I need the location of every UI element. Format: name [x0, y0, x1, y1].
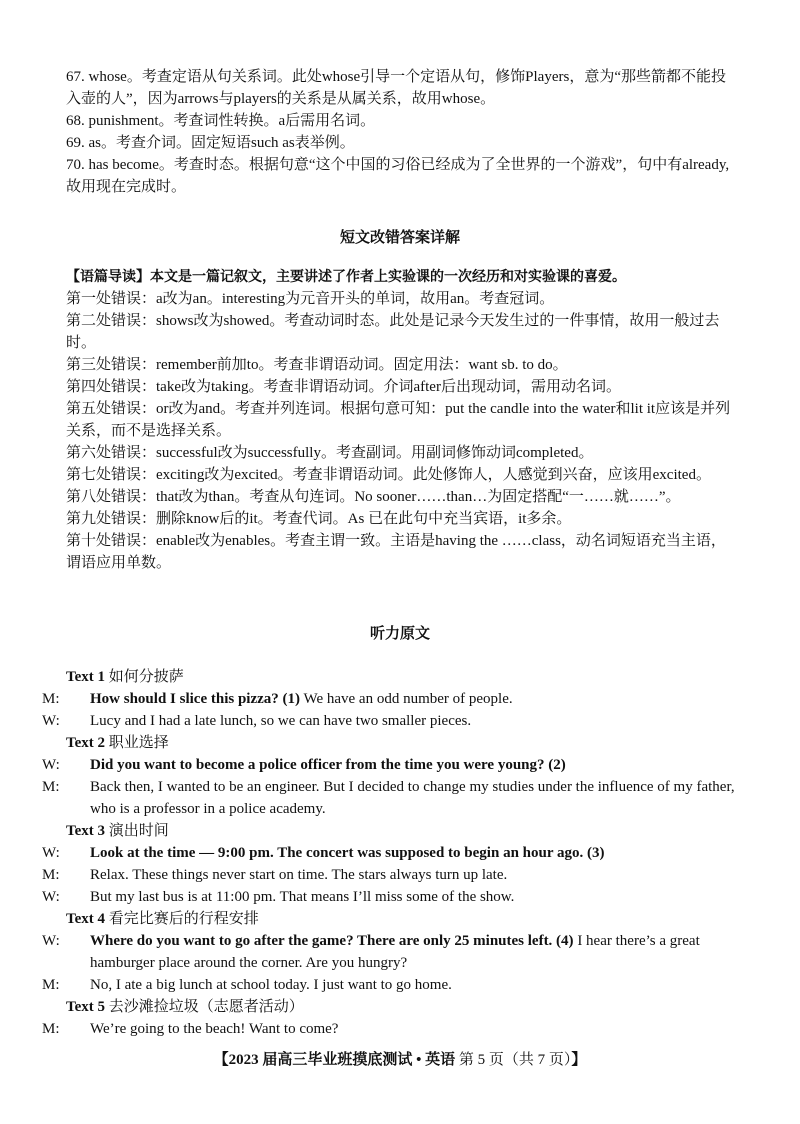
text2-heading	[66, 732, 738, 754]
dialogue-line	[42, 710, 738, 732]
correction-item: 第九处错误：删除know后的it。考查代词。As 已在此句中充当宾语，it多余。	[66, 511, 572, 527]
line-text: Lucy and I had a late lunch, so we can have two smaller pieces.	[90, 713, 472, 729]
dialogue-line	[42, 1018, 738, 1040]
correction-item: 第四处错误：take改为taking。考查非谓语动词。介词after后出现动词，需用动名词。	[66, 379, 621, 395]
text-topic: 如何分披萨	[108, 669, 184, 685]
answer-68: 68. punishment。考查词性转换。a后需用名词。	[66, 113, 376, 129]
correction-title: 短文改错答案详解	[339, 228, 460, 246]
text-label: Text 5	[66, 999, 106, 1015]
dialogue-line	[42, 688, 738, 710]
speaker: M:	[42, 691, 60, 707]
text-topic: 看完比赛后的行程安排	[108, 911, 259, 927]
answer-70: 70. has become。考查时态。根据句意“这个中国的习俗已经成为了全世界的一个游戏”，句中有already, 故用现在完成时。	[66, 157, 730, 195]
text-topic: 去沙滩捡垃圾（志愿者活动）	[108, 999, 304, 1015]
line-text: We’re going to the beach! Want to come?	[90, 1021, 339, 1037]
listening-title: 听力原文	[369, 624, 430, 642]
text-label: Text 3	[66, 823, 106, 839]
speaker: M:	[42, 779, 60, 795]
dialogue-line	[42, 930, 738, 974]
page-footer	[0, 1049, 800, 1071]
speaker: M:	[42, 977, 60, 993]
question-text: Look at the time — 9:00 pm. The concert was supposed to begin an hour ago. (3)	[90, 845, 605, 861]
footer-close-bracket: 】	[571, 1052, 587, 1068]
text-label: Text 2	[66, 735, 106, 751]
dialogue-line	[42, 842, 738, 864]
correction-item: 第五处错误：or改为and。考查并列连词。根据句意可知：put the candle into the water和lit it应该是并列关系，而不是选择关系。	[66, 401, 731, 439]
line-text: No, I ate a big lunch at school today. I just want to go home.	[90, 977, 452, 993]
listening-transcript	[42, 666, 738, 1040]
speaker: W:	[42, 845, 60, 861]
footer-page-number: 第 5 页（共 7 页）	[458, 1052, 572, 1068]
line-text: We have an odd number of people.	[300, 691, 513, 707]
correction-item: 第六处错误：successful改为successfully。考查副词。用副词修饰动词completed。	[66, 445, 594, 461]
correction-item: 第七处错误：exciting改为excited。考查非谓语动词。此处修饰人，人感觉到兴奋，应该用excited。	[66, 467, 711, 483]
correction-item: 第八处错误：that改为than。考查从句连词。No sooner……than…为固定搭配“一……就……”。	[66, 489, 681, 505]
line-text: But my last bus is at 11:00 pm. That means I’ll miss some of the show.	[90, 889, 515, 905]
dialogue-line	[42, 886, 738, 908]
text-label: Text 1	[66, 669, 106, 685]
dialogue-line	[42, 776, 738, 820]
answer-67: 67. whose。考查定语从句关系词。此处whose引导一个定语从句，修饰Players，意为“那些箭都不能投入壶的人”，因为arrows与players的关系是从属关系，故用whose。	[66, 69, 726, 107]
correction-item: 第三处错误：remember前加to。考查非谓语动词。固定用法：want sb. to do。	[66, 357, 568, 373]
speaker: W:	[42, 713, 60, 729]
speaker: W:	[42, 889, 60, 905]
footer-exam-title: 【2023 届高三毕业班摸底测试 • 英语	[213, 1052, 456, 1068]
text4-heading	[66, 908, 738, 930]
speaker: W:	[42, 933, 60, 949]
line-text: I hear there’s a great hamburger place around the corner. Are you hungry?	[90, 933, 700, 971]
dialogue-line	[42, 864, 738, 886]
text-topic: 职业选择	[108, 735, 169, 751]
speaker: M:	[42, 1021, 60, 1037]
correction-section	[66, 266, 738, 574]
question-text: Did you want to become a police officer from the time you were young? (2)	[90, 757, 566, 773]
correction-item: 第二处错误：shows改为showed。考查动词时态。此处是记录今天发生过的一件事情，故用一般过去时。	[66, 313, 720, 351]
text1-heading	[66, 666, 738, 688]
speaker: W:	[42, 757, 60, 773]
correction-item: 第一处错误：a改为an。interesting为元音开头的单词，故用an。考查冠词。	[66, 291, 555, 307]
question-text: How should I slice this pizza? (1)	[90, 691, 301, 707]
text-label: Text 4	[66, 911, 106, 927]
text5-heading	[66, 996, 738, 1018]
text-topic: 演出时间	[108, 823, 169, 839]
answer-explanations	[66, 66, 738, 198]
dialogue-line	[42, 974, 738, 996]
correction-intro: 【语篇导读】本文是一篇记叙文，主要讲述了作者上实验课的一次经历和对实验课的喜爱。	[66, 269, 626, 285]
speaker: M:	[42, 867, 60, 883]
text3-heading	[66, 820, 738, 842]
dialogue-line	[42, 754, 738, 776]
line-text: Relax. These things never start on time. The stars always turn up late.	[90, 867, 508, 883]
correction-item: 第十处错误：enable改为enables。考查主谓一致。主语是having the ……class，动名词短语充当主语，谓语应用单数。	[66, 533, 726, 571]
answer-69: 69. as。考查介词。固定短语such as表举例。	[66, 135, 355, 151]
line-text: Back then, I wanted to be an engineer. But I decided to change my studies under the influence of my father, who is a professor in a police academy.	[90, 779, 735, 817]
question-text: Where do you want to go after the game? There are only 25 minutes left. (4)	[90, 933, 574, 949]
